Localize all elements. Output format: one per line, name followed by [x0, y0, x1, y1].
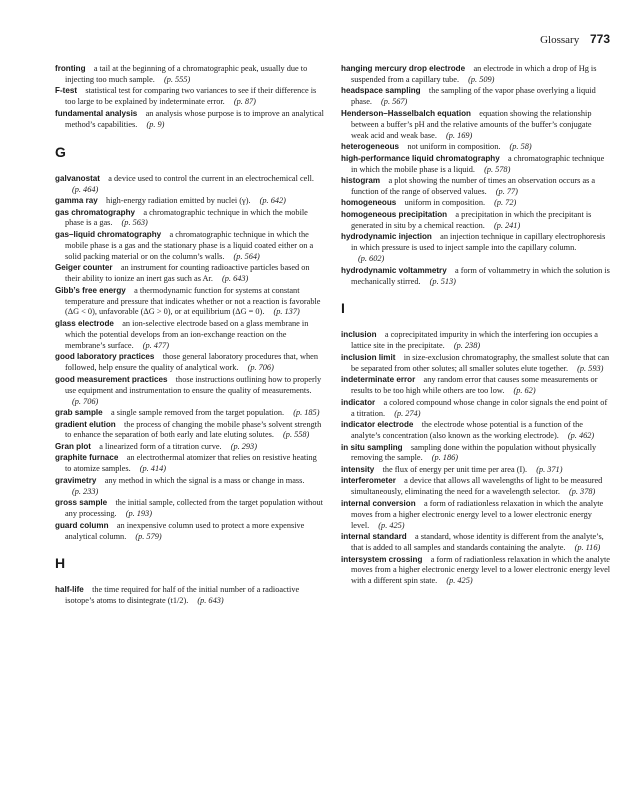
glossary-entry	[55, 263, 325, 285]
glossary-definition: an instrument for counting radioactive particles based on their ability to ionize an inert gas such as Ar.	[65, 263, 310, 284]
glossary-term: hydrodynamic injection	[341, 232, 432, 242]
glossary-term: fundamental analysis	[55, 108, 138, 118]
glossary-term: F-test	[55, 86, 78, 96]
page-reference: (p. 462)	[567, 431, 595, 440]
glossary-term: Henderson–Hasselbalch equation	[341, 108, 471, 118]
glossary-definition: any random error that causes some measurements or results to be too high while others are too low.	[351, 375, 598, 396]
glossary-entry	[55, 420, 325, 442]
glossary-entry	[341, 109, 611, 142]
glossary-definition: statistical test for comparing two variances to see if their difference is too large to be explained by indeterminate error.	[65, 86, 317, 107]
glossary-entry	[341, 532, 611, 554]
glossary-entry	[341, 64, 611, 86]
glossary-term: intersystem crossing	[341, 554, 423, 564]
glossary-column-left	[55, 64, 325, 608]
glossary-term: gross sample	[55, 498, 108, 508]
page-reference: (p. 564)	[233, 251, 260, 261]
glossary-column-right	[341, 64, 611, 588]
glossary-definition: a precipitation in which the precipitant is generated in situ by a chemical reaction.	[351, 209, 592, 230]
glossary-entry	[341, 420, 611, 442]
glossary-term: hydrodynamic voltammetry	[341, 265, 447, 275]
glossary-definition: an electrothermal atomizer that relies on resistive heating to atomize samples.	[65, 453, 317, 474]
page-reference: (p. 414)	[139, 464, 167, 474]
page-reference: (p. 137)	[273, 307, 300, 317]
page-reference: (p. 642)	[259, 196, 286, 206]
glossary-entry	[55, 208, 325, 230]
section-letter: H	[55, 555, 66, 572]
glossary-definition: a colored compound whose change in color signals the end point of a titration.	[351, 397, 608, 418]
glossary-term: gravimetry	[55, 475, 97, 485]
glossary-entry	[55, 408, 325, 419]
page-reference: (p. 425)	[446, 576, 473, 586]
glossary-term: indicator electrode	[341, 420, 414, 430]
glossary-term: intensity	[341, 464, 375, 474]
glossary-definition: a device used to control the current in an electrochemical cell.	[108, 173, 314, 183]
glossary-definition: the flux of energy per unit time per area (I).	[382, 464, 528, 474]
glossary-term: internal standard	[341, 532, 407, 542]
glossary-entry	[55, 286, 325, 319]
glossary-entry	[55, 230, 325, 263]
glossary-entry	[55, 319, 325, 352]
glossary-entry	[341, 210, 611, 232]
glossary-term: homogeneous	[341, 198, 397, 208]
page-reference: (p. 233)	[72, 486, 99, 496]
glossary-term: gamma ray	[55, 196, 98, 206]
glossary-term: gas–liquid chromatography	[55, 229, 162, 239]
glossary-definition: any method in which the signal is a mass or change in mass.	[104, 475, 305, 485]
page-reference: (p. 87)	[233, 97, 256, 107]
page-reference: (p. 116)	[574, 543, 601, 553]
page-reference: (p. 578)	[484, 164, 511, 174]
glossary-definition: in size-exclusion chromatography, the smallest solute that can be separated from other solutes; all smaller solutes elute together.	[351, 352, 610, 373]
glossary-definition: uniform in composition.	[404, 198, 486, 208]
glossary-definition: an inexpensive column used to protect a more expensive analytical column.	[65, 520, 305, 541]
glossary-term: grab sample	[55, 408, 103, 417]
page-reference: (p. 58)	[509, 142, 532, 152]
glossary-entry	[341, 398, 611, 420]
glossary-definition: a tail at the beginning of a chromatographic peak, usually due to injecting too much sample.	[65, 64, 308, 84]
glossary-definition: high-energy radiation emitted by nuclei (γ).	[106, 196, 251, 206]
glossary-entry	[55, 375, 325, 408]
glossary-definition: a form of voltammetry in which the solution is mechanically stirred.	[351, 265, 610, 286]
glossary-term: inclusion	[341, 330, 377, 340]
glossary-entry	[341, 476, 611, 498]
page-reference: (p. 274)	[394, 408, 421, 418]
glossary-definition: a chromatographic technique in which the mobile phase is a liquid.	[351, 153, 605, 174]
glossary-term: homogeneous precipitation	[341, 209, 448, 219]
glossary-term: indeterminate error	[341, 375, 416, 385]
glossary-entry	[341, 555, 611, 588]
glossary-term: graphite furnace	[55, 453, 119, 463]
glossary-definition: the electrode whose potential is a function of the analyte’s concentration (also known as the working electrode).	[351, 420, 583, 440]
glossary-definition: the process of changing the mobile phase’s solvent strength to enhance the separation of both early and late eluting solutes.	[65, 419, 322, 440]
page-reference: (p. 706)	[72, 396, 99, 406]
glossary-term: fronting	[55, 64, 86, 73]
page-reference: (p. 186)	[431, 453, 459, 463]
glossary-entry	[341, 266, 611, 288]
page-reference: (p. 169)	[446, 130, 473, 140]
glossary-entry	[341, 443, 611, 465]
page-reference: (p. 593)	[577, 363, 604, 373]
glossary-term: interferometer	[341, 476, 396, 486]
glossary-entry	[341, 499, 611, 532]
glossary-term: gas chromatography	[55, 207, 136, 217]
glossary-term: high-performance liquid chromatography	[341, 153, 500, 163]
glossary-definition: a form of radiationless relaxation in which the analyte moves from a higher electronic energy level to a lower electronic energy level.	[351, 498, 604, 530]
glossary-entry	[341, 86, 611, 108]
glossary-definition: a linearized form of a titration curve.	[99, 441, 222, 451]
glossary-definition: the time required for half of the initial number of a radioactive isotope’s atoms to disintegrate (t1/2).	[65, 585, 300, 606]
glossary-definition: a form of radiationless relaxation in which the analyte moves from a higher electronic energy level to a lower electronic energy level with a different spin state.	[351, 554, 611, 586]
section-letter: G	[55, 143, 66, 160]
page-reference: (p. 371)	[536, 464, 563, 474]
glossary-term: Gran plot	[55, 441, 91, 451]
glossary-definition: a device that allows all wavelengths of light to be measured simultaneously, eliminating the need for a wavelength selector.	[351, 476, 603, 497]
page-reference: (p. 185)	[293, 408, 320, 417]
page-reference: (p. 9)	[146, 119, 165, 129]
page-reference: (p. 558)	[283, 430, 310, 440]
glossary-term: good laboratory practices	[55, 352, 155, 362]
glossary-term: glass electrode	[55, 318, 114, 328]
glossary-entry	[341, 154, 611, 176]
glossary-term: heterogeneous	[341, 142, 400, 152]
page-reference: (p. 378)	[568, 487, 596, 497]
glossary-definition: a standard, whose identity is different from the analyte’s, that is added to all samples and standards containing the analyte.	[351, 532, 604, 553]
glossary-term: indicator	[341, 397, 376, 407]
glossary-entry	[55, 196, 325, 207]
page-number: 773	[589, 32, 610, 46]
section-title: Glossary	[540, 34, 580, 46]
page-reference: (p. 72)	[494, 198, 517, 208]
page-reference: (p. 509)	[468, 74, 495, 84]
glossary-definition: a chromatographic technique in which the mobile phase is a gas.	[65, 207, 308, 228]
page-reference: (p. 555)	[163, 74, 191, 84]
page-reference: (p. 643)	[222, 274, 249, 284]
page-reference: (p. 464)	[72, 184, 99, 194]
page-reference: (p. 425)	[378, 520, 405, 530]
glossary-definition: an injection technique in capillary electrophoresis in which pressure is used to inject sample into the capillary column.	[351, 232, 606, 253]
glossary-entry	[341, 198, 611, 209]
glossary-entry	[55, 86, 325, 108]
page-reference: (p. 643)	[197, 596, 224, 606]
glossary-entry	[341, 375, 611, 397]
glossary-entry	[55, 498, 325, 520]
glossary-entry	[55, 64, 325, 86]
page-reference: (p. 706)	[247, 363, 274, 373]
page-reference: (p. 62)	[513, 386, 536, 396]
glossary-entry	[341, 142, 611, 153]
glossary-term: gradient elution	[55, 419, 116, 429]
page-reference: (p. 477)	[142, 340, 170, 350]
glossary-term: inclusion limit	[341, 352, 396, 362]
glossary-definition: a coprecipitated impurity in which the interfering ion occupies a lattice site in the precipitate.	[351, 330, 598, 351]
page-reference: (p. 513)	[429, 276, 456, 286]
glossary-entry	[55, 442, 325, 453]
glossary-definition: a chromatographic technique in which the mobile phase is a gas and the stationary phase is a liquid coated either on a solid packing material or on the column’s walls.	[65, 229, 314, 261]
glossary-definition: a thermodynamic function for systems at constant temperature and pressure that indicates whether or not a reaction is favorable (ΔG < 0), unfavorable (ΔG > 0), or at equilibrium (ΔG = 0).	[65, 285, 321, 317]
glossary-term: half-life	[55, 585, 84, 595]
glossary-definition: the initial sample, collected from the target population without any processing.	[65, 498, 323, 519]
glossary-term: internal conversion	[341, 498, 416, 508]
glossary-definition: not uniform in composition.	[407, 142, 501, 152]
glossary-entry	[55, 585, 325, 607]
glossary-entry	[55, 476, 325, 498]
glossary-entry	[55, 453, 325, 475]
page-reference: (p. 567)	[381, 97, 408, 107]
page-reference: (p. 193)	[125, 509, 152, 519]
glossary-entry	[341, 232, 611, 265]
glossary-entry	[55, 352, 325, 374]
page-reference: (p. 602)	[358, 254, 385, 264]
glossary-definition: those instructions outlining how to properly use equipment and instrumentation to ensure the quality of measurements.	[65, 374, 322, 395]
glossary-definition: an ion-selective electrode based on a glass membrane in which the potential develops from an ion-exchange reaction on the membrane’s surface.	[65, 318, 309, 350]
glossary-definition: sampling done within the population without physically removing the sample.	[351, 442, 597, 463]
glossary-entry	[55, 109, 325, 131]
glossary-term: hanging mercury drop electrode	[341, 64, 466, 73]
glossary-definition: a single sample removed from the target population.	[110, 408, 285, 417]
page-reference: (p. 238)	[453, 341, 481, 351]
page-reference: (p. 563)	[121, 218, 148, 228]
glossary-definition: an electrode in which a drop of Hg is suspended from a capillary tube.	[351, 64, 597, 84]
section-letter: I	[341, 300, 345, 317]
glossary-entry	[55, 174, 325, 196]
page-reference: (p. 293)	[230, 441, 257, 451]
glossary-definition: those general laboratory procedures that, when followed, help ensure the quality of analytical work.	[65, 352, 318, 373]
glossary-term: guard column	[55, 520, 109, 530]
glossary-definition: the sampling of the vapor phase overlying a liquid phase.	[351, 86, 596, 107]
page-reference: (p. 579)	[135, 531, 162, 541]
glossary-definition: equation showing the relationship between a buffer’s pH and the relative amounts of the buffer’s conjugate weak acid and weak base.	[351, 108, 592, 140]
glossary-entry	[341, 465, 611, 476]
glossary-term: galvanostat	[55, 173, 100, 183]
page-reference: (p. 77)	[495, 186, 518, 196]
glossary-term: histogram	[341, 176, 381, 186]
glossary-definition: a plot showing the number of times an observation occurs as a function of the range of observed values.	[351, 176, 596, 196]
page-reference: (p. 241)	[493, 220, 521, 230]
glossary-definition: an analysis whose purpose is to improve an analytical method’s capabilities.	[65, 108, 324, 129]
glossary-term: Gibb’s free energy	[55, 285, 126, 295]
glossary-term: headspace sampling	[341, 86, 421, 96]
glossary-entry	[55, 521, 325, 543]
glossary-term: good measurement practices	[55, 374, 168, 384]
running-header	[540, 32, 610, 46]
glossary-entry	[341, 330, 611, 352]
glossary-entry	[341, 176, 611, 198]
glossary-term: Geiger counter	[55, 263, 113, 273]
glossary-term: in situ sampling	[341, 442, 403, 452]
glossary-entry	[341, 353, 611, 375]
